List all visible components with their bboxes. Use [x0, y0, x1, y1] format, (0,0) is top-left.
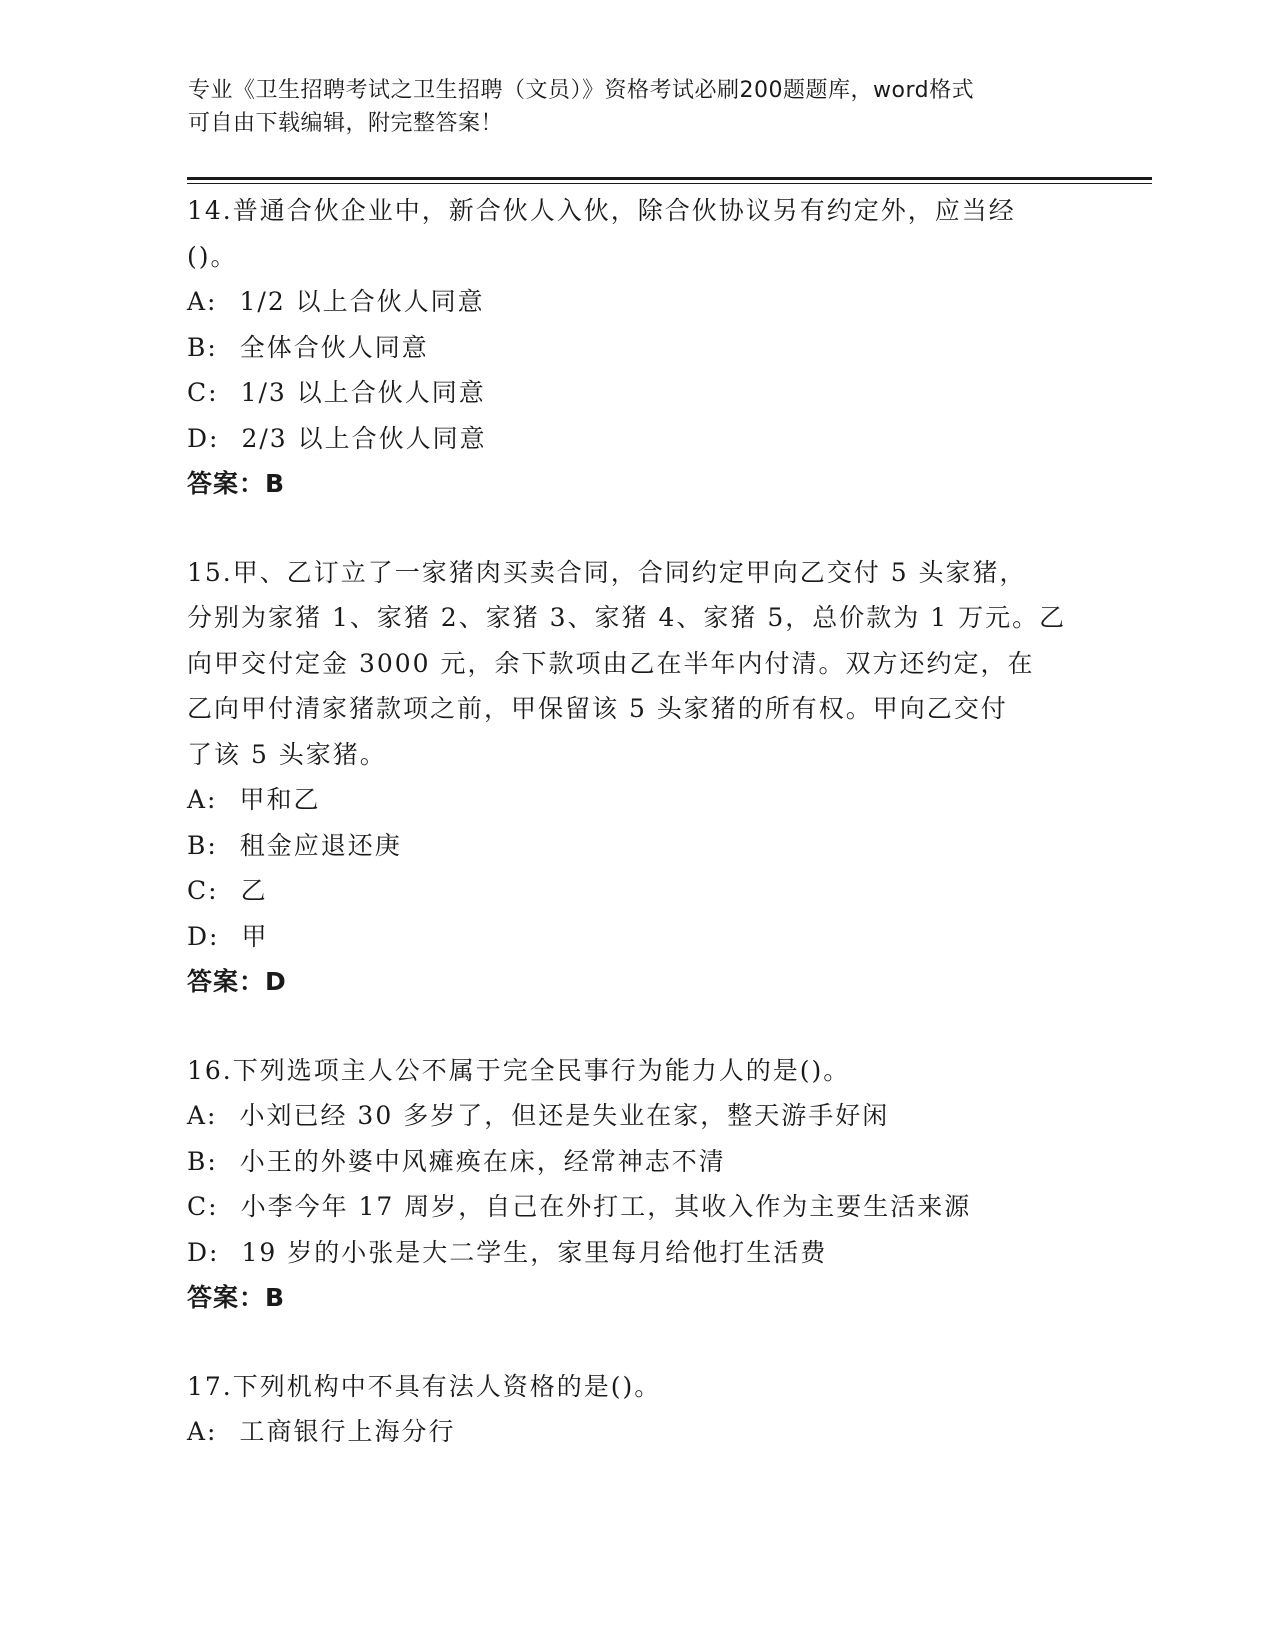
answer-text: 答案：B [187, 469, 286, 498]
header-rule-thin [187, 183, 1152, 184]
question-14 [187, 188, 1087, 507]
question-stem-line: 16.下列选项主人公不属于完全民事行为能力人的是()。 [187, 1055, 851, 1085]
question-stem-line: 乙向甲付清家猪款项之前，甲保留该 5 头家猪的所有权。甲向乙交付 [187, 694, 1008, 723]
document-header [188, 74, 1088, 140]
option-letter: A: [187, 1101, 218, 1130]
question-17 [187, 1364, 1087, 1455]
option-letter: A: [187, 287, 218, 316]
question-stem-line: 向甲交付定金 3000 元，余下款项由乙在半年内付清。双方还约定，在 [187, 648, 1035, 678]
question-stem-line: 分别为家猪 1、家猪 2、家猪 3、家猪 4、家猪 5，总价款为 1 万元。乙 [187, 603, 1067, 632]
option-a [187, 1093, 1087, 1139]
option-letter: C: [187, 876, 219, 905]
option-text: 小王的外婆中风瘫痪在床，经常神志不清 [239, 1146, 726, 1176]
option-d [187, 1230, 1087, 1276]
option-letter: B: [187, 830, 218, 860]
header-rule-thick [187, 177, 1152, 180]
option-text: 甲 [241, 921, 269, 951]
option-letter: D: [187, 921, 220, 951]
option-text: 全体合伙人同意 [239, 332, 429, 362]
option-letter: B: [187, 1146, 218, 1176]
option-d [187, 416, 1087, 462]
option-text: 租金应退还庚 [239, 830, 402, 860]
option-b [187, 823, 1087, 869]
question-stem-line: 17.下列机构中不具有法人资格的是()。 [187, 1371, 662, 1401]
option-letter: D: [187, 1237, 220, 1267]
option-letter: B: [187, 332, 218, 362]
option-text: 甲和乙 [239, 785, 321, 814]
question-stem-line: 15.甲、乙订立了一家猪肉买卖合同，合同约定甲向乙交付 5 头家猪， [187, 557, 1027, 587]
header-line-1: 专业《卫生招聘考试之卫生招聘（文员）》资格考试必刷200题题库，word格式 [188, 78, 975, 103]
option-a [187, 279, 1087, 325]
option-text: 小刘已经 30 多岁了，但还是失业在家，整天游手好闲 [239, 1101, 890, 1130]
option-text: 1/3 以上合伙人同意 [240, 378, 486, 407]
option-text: 1/2 以上合伙人同意 [239, 287, 485, 316]
question-stem-line: 14.普通合伙企业中，新合伙人入伙，除合伙协议另有约定外，应当经 [187, 196, 1016, 225]
option-letter: D: [187, 423, 220, 453]
question-16 [187, 1048, 1087, 1321]
option-text: 工商银行上海分行 [239, 1417, 456, 1446]
question-15 [187, 550, 1087, 1005]
answer-text: 答案：B [187, 1283, 286, 1312]
option-text: 乙 [240, 876, 268, 905]
answer-text: 答案：D [187, 967, 287, 996]
option-text: 19 岁的小张是大二学生，家里每月给他打生活费 [241, 1237, 828, 1267]
option-letter: A: [187, 1417, 218, 1446]
option-b [187, 1139, 1087, 1185]
option-d [187, 914, 1087, 960]
question-stem-line: ()。 [187, 241, 238, 271]
option-c [187, 370, 1087, 416]
option-text: 小李今年 17 周岁，自己在外打工，其收入作为主要生活来源 [240, 1192, 972, 1221]
question-stem-line: 了该 5 头家猪。 [187, 739, 387, 769]
option-a [187, 1409, 1087, 1455]
option-a [187, 777, 1087, 823]
option-b [187, 325, 1087, 371]
option-letter: A: [187, 785, 218, 814]
option-c [187, 868, 1087, 914]
option-letter: C: [187, 378, 219, 407]
header-line-2: 可自由下载编辑，附完整答案！ [188, 111, 504, 136]
option-text: 2/3 以上合伙人同意 [241, 423, 487, 453]
option-letter: C: [187, 1192, 219, 1221]
question-list [187, 188, 1087, 1498]
option-c [187, 1184, 1087, 1230]
